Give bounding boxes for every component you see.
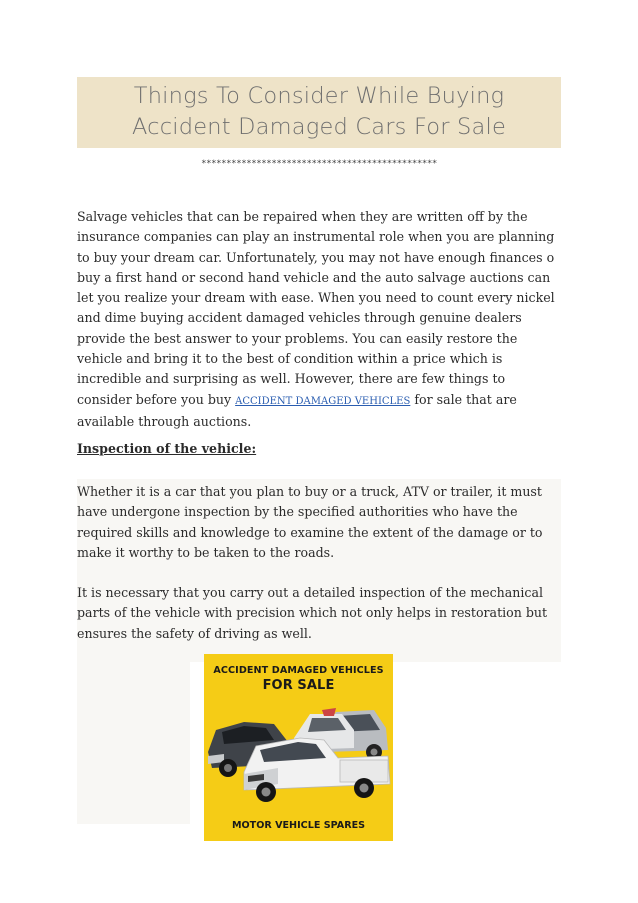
promo-headline xyxy=(204,664,393,694)
intro-text-start: Salvage vehicles that can be repaired when they are written off by the insurance companies can play an instrumental role when you are planning to buy your dream car. Unfortunately, you may not have enough finances o buy a first hand or second hand vehicle and the auto salvage auctions can let you realize your dream with ease. When you need to count every nickel and dime buying accident damaged vehicles through genuine dealers provide the best answer to your problems. You can easily restore the vehicle and bring it to the best of condition within a price which is incredible and surprising as well. However, there are few things to consider before you buy xyxy=(77,209,555,407)
intro-paragraph xyxy=(77,207,561,432)
content-panel-extension xyxy=(77,662,190,824)
accident-damaged-vehicles-link[interactable]: ACCIDENT DAMAGED VEHICLES xyxy=(235,395,411,407)
promo-footer: MOTOR VEHICLE SPARES xyxy=(231,820,366,831)
paragraph-mechanical-inspection: It is necessary that you carry out a detailed inspection of the mechanical parts of the vehicle with precision which not only helps in restoration but ensures the safety of driving as well. xyxy=(77,585,548,641)
section-heading: Inspection of the vehicle: xyxy=(77,441,257,456)
separator: *********************************************** xyxy=(201,159,437,169)
promo-headline-line-1: ACCIDENT DAMAGED VEHICLES xyxy=(213,665,384,676)
inspection-section xyxy=(77,482,561,664)
paragraph-inspection-authorities: Whether it is a car that you plan to buy or a truck, ATV or trailer, it must have undergone inspection by the specified authorities who have the required skills and knowledge to examine the extent of the damage or to make it worthy to be taken to the roads. xyxy=(77,484,543,560)
title-band xyxy=(77,77,561,148)
title-line-2: Accident Damaged Cars For Sale xyxy=(131,114,507,140)
title-line-1: Things To Consider While Buying xyxy=(133,83,505,109)
damaged-cars-illustration xyxy=(204,698,393,816)
promo-headline-line-2: FOR SALE xyxy=(262,678,335,693)
intro-text-end: for sale that are available through auctions. xyxy=(77,391,517,429)
document-title xyxy=(77,81,561,143)
promo-image xyxy=(204,654,393,841)
